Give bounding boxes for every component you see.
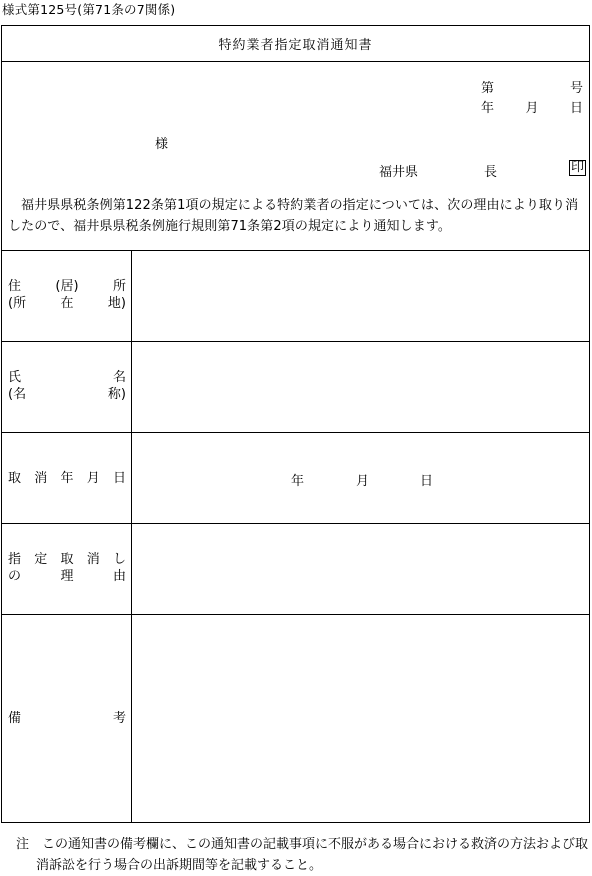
divider (1, 61, 590, 62)
issue-day: 日 (569, 101, 583, 116)
label-column-divider (131, 250, 132, 823)
cancel-date-day: 日 (420, 474, 434, 489)
form-number-caption: 様式第125号(第71条の7関係) (2, 2, 176, 17)
divider (1, 341, 590, 342)
notice-body: 福井県県税条例第122条第1項の規定による特約業者の指定については、次の理由により取り消したので、福井県県税条例施行規則第71条第2項の規定により通知します。 (8, 198, 579, 234)
name-label: 氏 名 (名 称) (8, 370, 126, 402)
form-frame (1, 25, 590, 823)
document-title: 特約業者指定取消通知書 (218, 38, 373, 53)
issuer-office: 福井県 (379, 165, 419, 180)
recipient-honorific: 様 (155, 137, 169, 152)
issue-year: 年 (481, 101, 495, 116)
divider (1, 614, 590, 615)
remarks-label: 備 考 (8, 711, 126, 726)
number-suffix: 号 (569, 81, 583, 96)
number-line (481, 77, 583, 96)
issue-month: 月 (525, 101, 539, 116)
footnote: 注 この通知書の備考欄に、この通知書の記載事項に不服がある場合における救済の方法および取消訴訟を行う場合の出訴期間等を記載すること。 (16, 837, 589, 873)
seal-mark: 印 (571, 160, 585, 175)
issue-date-line (481, 97, 583, 116)
divider (1, 432, 590, 433)
reason-label: 指 定 取 消 し の 理 由 (8, 552, 126, 584)
address-label: 住 (居) 所 (所 在 地) (8, 279, 126, 311)
cancel-date-month: 月 (356, 474, 370, 489)
cancel-date-year: 年 (291, 474, 305, 489)
divider (1, 250, 590, 251)
issuer-title: 長 (484, 165, 498, 180)
divider (1, 523, 590, 524)
number-prefix: 第 (481, 81, 495, 96)
cancel-date-label: 取 消 年 月 日 (8, 471, 126, 486)
